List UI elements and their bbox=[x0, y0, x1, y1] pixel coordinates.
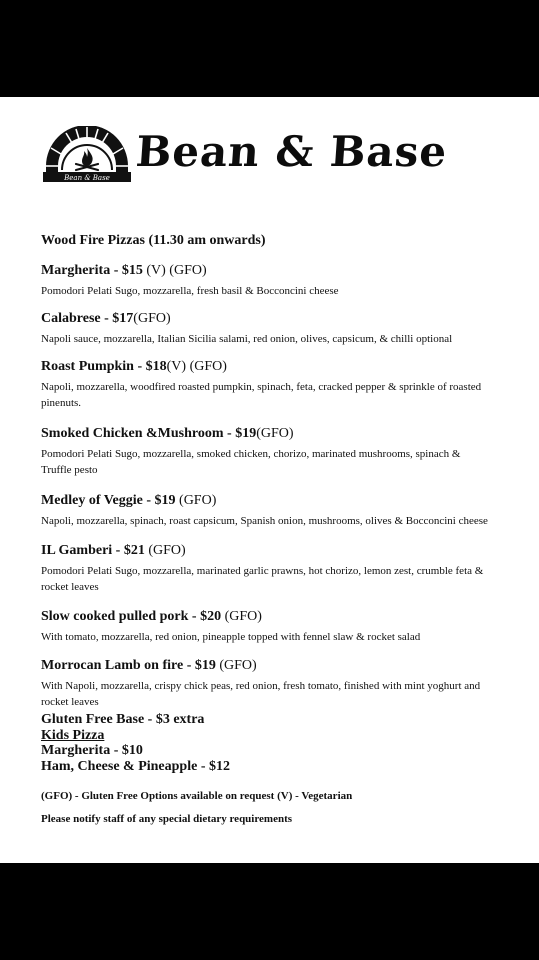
item-tags: (V) (GFO) bbox=[166, 359, 227, 374]
item-tags: (GFO) bbox=[256, 426, 294, 441]
extras-block bbox=[41, 712, 491, 774]
gluten-free-base: Gluten Free Base - $3 extra bbox=[41, 712, 205, 727]
item-tags: (GFO) bbox=[221, 609, 262, 624]
item-description: Napoli sauce, mozzarella, Italian Sicilia salami, red onion, olives, capsicum, & chilli optional bbox=[41, 333, 453, 345]
menu-item-calabrese bbox=[41, 310, 491, 347]
menu-item-pulled-pork bbox=[41, 608, 491, 645]
brand-name: Bean & Base bbox=[134, 127, 449, 176]
item-name: Slow cooked pulled pork - $20 bbox=[41, 609, 222, 624]
item-tags: (V) (GFO) bbox=[142, 263, 207, 278]
item-name: IL Gamberi - $21 bbox=[41, 543, 145, 558]
item-name: Smoked Chicken &Mushroom - $19 bbox=[41, 426, 257, 441]
item-name: Margherita - $15 bbox=[41, 263, 143, 278]
menu-item-morrocan-lamb bbox=[41, 657, 491, 710]
wood-fire-oven-icon bbox=[42, 126, 132, 182]
logo-text: Bean & Base bbox=[64, 174, 110, 182]
menu-item-roast-pumpkin bbox=[41, 358, 491, 411]
menu-item-medley-of-veggie bbox=[41, 492, 491, 529]
section-title: Wood Fire Pizzas (11.30 am onwards) bbox=[41, 233, 266, 248]
dietary-legend: (GFO) - Gluten Free Options available on request (V) - Vegetarian bbox=[41, 790, 353, 802]
item-description: With tomato, mozzarella, red onion, pineapple topped with fennel slaw & rocket salad bbox=[41, 631, 421, 643]
item-tags: (GFO) bbox=[144, 543, 186, 558]
item-name: Medley of Veggie - $19 bbox=[41, 493, 176, 508]
item-tags: (GFO) bbox=[133, 311, 171, 326]
kids-item: Ham, Cheese & Pineapple - $12 bbox=[41, 758, 230, 774]
item-description: With Napoli, mozzarella, crispy chick peas, red onion, fresh tomato, finished with mint yoghurt and rocket leaves bbox=[41, 680, 481, 708]
menu-item-smoked-chicken bbox=[41, 425, 491, 478]
menu-item-il-gamberi bbox=[41, 542, 491, 595]
item-tags: (GFO) bbox=[215, 658, 257, 673]
item-description: Napoli, mozzarella, spinach, roast capsicum, Spanish onion, mushrooms, olives & Bocconcini cheese bbox=[41, 515, 488, 527]
item-description: Pomodori Pelati Sugo, mozzarella, fresh basil & Bocconcini cheese bbox=[41, 285, 339, 297]
item-description: Pomodori Pelati Sugo, mozzarella, smoked chicken, chorizo, marinated mushrooms, spinach & Truffle pesto bbox=[41, 448, 461, 476]
oven-logo bbox=[42, 126, 132, 182]
item-tags: (GFO) bbox=[175, 493, 217, 508]
menu-item-margherita bbox=[41, 262, 491, 299]
item-name: Roast Pumpkin - $18 bbox=[41, 359, 167, 374]
kids-pizza-heading: Kids Pizza bbox=[41, 727, 105, 743]
item-name: Calabrese - $17 bbox=[41, 311, 134, 326]
item-name: Morrocan Lamb on fire - $19 bbox=[41, 658, 216, 673]
item-description: Pomodori Pelati Sugo, mozzarella, marinated garlic prawns, hot chorizo, lemon zest, crumble feta & rocket leaves bbox=[41, 565, 484, 593]
menu-content bbox=[41, 232, 491, 826]
item-description: Napoli, mozzarella, woodfired roasted pumpkin, spinach, feta, cracked pepper & sprinkle of roasted pinenuts. bbox=[41, 381, 482, 409]
menu-page bbox=[0, 97, 539, 863]
dietary-notice: Please notify staff of any special dietary requirements bbox=[41, 813, 293, 825]
kids-item: Margherita - $10 bbox=[41, 743, 143, 758]
